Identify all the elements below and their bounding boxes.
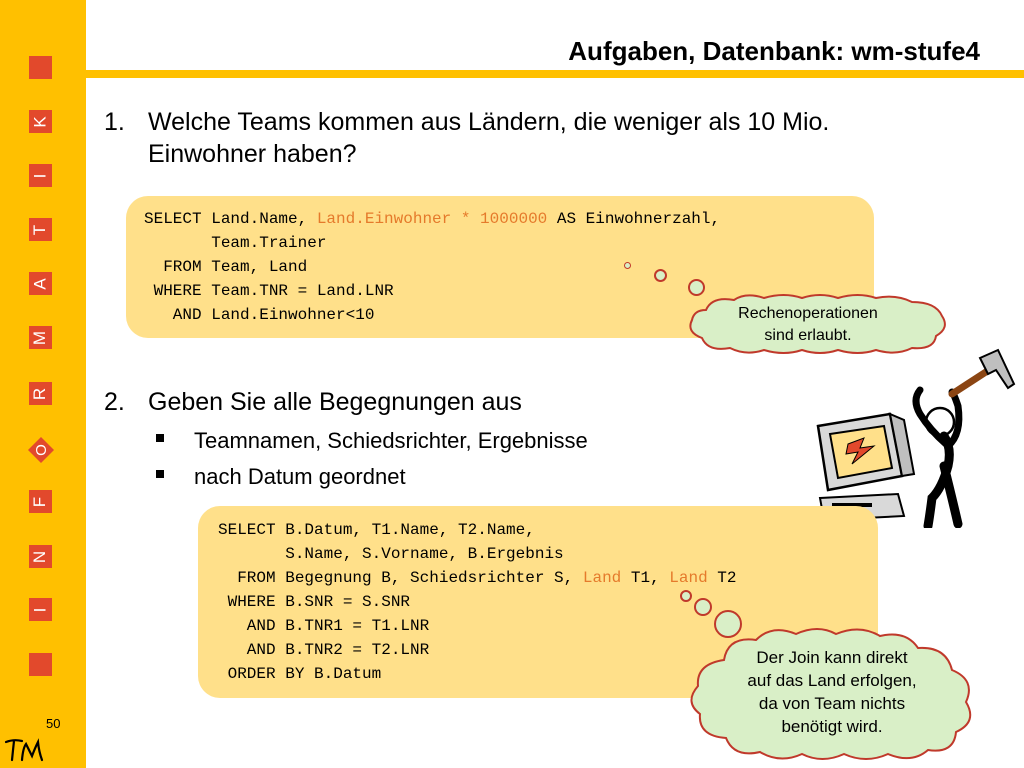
sidebar-letter-i2: I (29, 598, 52, 621)
sql-query-2 (218, 518, 737, 686)
question-1-line2: Einwohner haben? (148, 140, 357, 168)
sql2-line7: ORDER BY B.Datum (218, 665, 382, 683)
sidebar-letter-t: T (29, 218, 52, 241)
sql1-highlight: Land.Einwohner * 1000000 (316, 210, 548, 228)
cloud-2-text (712, 646, 952, 738)
page-number: 50 (46, 716, 61, 731)
sub-bullet-2-text: nach Datum geordnet (194, 464, 406, 489)
cloud-1-line1: Rechenoperationen (738, 305, 878, 322)
sql1-line3: FROM Team, Land (144, 258, 308, 276)
sidebar-letter-f: F (29, 490, 52, 513)
sql1-line1-c: AS Einwohnerzahl, (547, 210, 721, 228)
sql1-line2: Team.Trainer (144, 234, 327, 252)
page-title: Aufgaben, Datenbank: wm-stufe4 (568, 36, 980, 66)
sql2-highlight-land-1: Land (582, 569, 622, 587)
sub-bullet-1-text: Teamnamen, Schiedsrichter, Ergebnisse (194, 428, 588, 453)
sidebar-letter-r: R (29, 382, 52, 405)
sidebar-letter-m: M (29, 326, 52, 349)
sql1-line5: AND Land.Einwohner<10 (144, 306, 375, 324)
thought-dot-2b (694, 598, 712, 616)
sidebar-letter-a: A (29, 272, 52, 295)
sidebar (0, 0, 86, 768)
question-1 (104, 106, 944, 172)
cloud-2-line2: auf das Land erfolgen, (747, 671, 917, 690)
question-1-number: 1. (104, 108, 125, 136)
sql2-line3-a: FROM Begegnung B, Schiedsrichter S, (218, 569, 583, 587)
question-2-text: Geben Sie alle Begegnungen aus (148, 388, 522, 416)
sql2-line3-c: T1, (621, 569, 670, 587)
sql-query-1 (144, 207, 720, 327)
sql2-line5: AND B.TNR1 = T1.LNR (218, 617, 430, 635)
sidebar-diamond-o (28, 437, 54, 463)
angry-user-hammer-computer-icon (812, 348, 1024, 528)
question-2-number: 2. (104, 388, 125, 416)
sidebar-square-bottom (29, 653, 52, 676)
tm-logo (4, 736, 48, 764)
sidebar-letter-n: N (29, 545, 52, 568)
bullet-square-icon (156, 434, 164, 442)
cloud-2-line1: Der Join kann direkt (756, 648, 908, 667)
sql2-highlight-land-2: Land (669, 569, 708, 587)
sub-bullet-2 (156, 464, 716, 492)
question-1-line1: Welche Teams kommen aus Ländern, die weniger als 10 Mio. (148, 108, 830, 136)
sql2-line6: AND B.TNR2 = T2.LNR (218, 641, 430, 659)
sidebar-letter-k: K (29, 110, 52, 133)
sql1-line1-a: SELECT Land.Name, (144, 210, 317, 228)
cloud-1-text (704, 303, 912, 347)
thought-dot-1a (624, 262, 631, 269)
sql2-line4: WHERE B.SNR = S.SNR (218, 593, 411, 611)
bullet-square-icon (156, 470, 164, 478)
sql2-line2: S.Name, S.Vorname, B.Ergebnis (218, 545, 564, 563)
question-2 (104, 386, 704, 418)
cloud-1-line2: sind erlaubt. (764, 327, 852, 344)
cloud-2-line3: da von Team nichts (758, 694, 906, 713)
thought-dot-2a (680, 590, 692, 602)
sub-bullet-1 (156, 428, 716, 456)
sidebar-letter-o: O (33, 444, 50, 456)
cloud-2-line4: benötigt wird. (781, 717, 883, 736)
title-underline (86, 70, 1024, 78)
sql2-line1: SELECT B.Datum, T1.Name, T2.Name, (218, 521, 535, 539)
sidebar-square-top (29, 56, 52, 79)
sidebar-letter-i: I (29, 164, 52, 187)
sql2-line3-e: T2 (707, 569, 737, 587)
thought-dot-1b (654, 269, 667, 282)
sql1-line4: WHERE Team.TNR = Land.LNR (144, 282, 394, 300)
